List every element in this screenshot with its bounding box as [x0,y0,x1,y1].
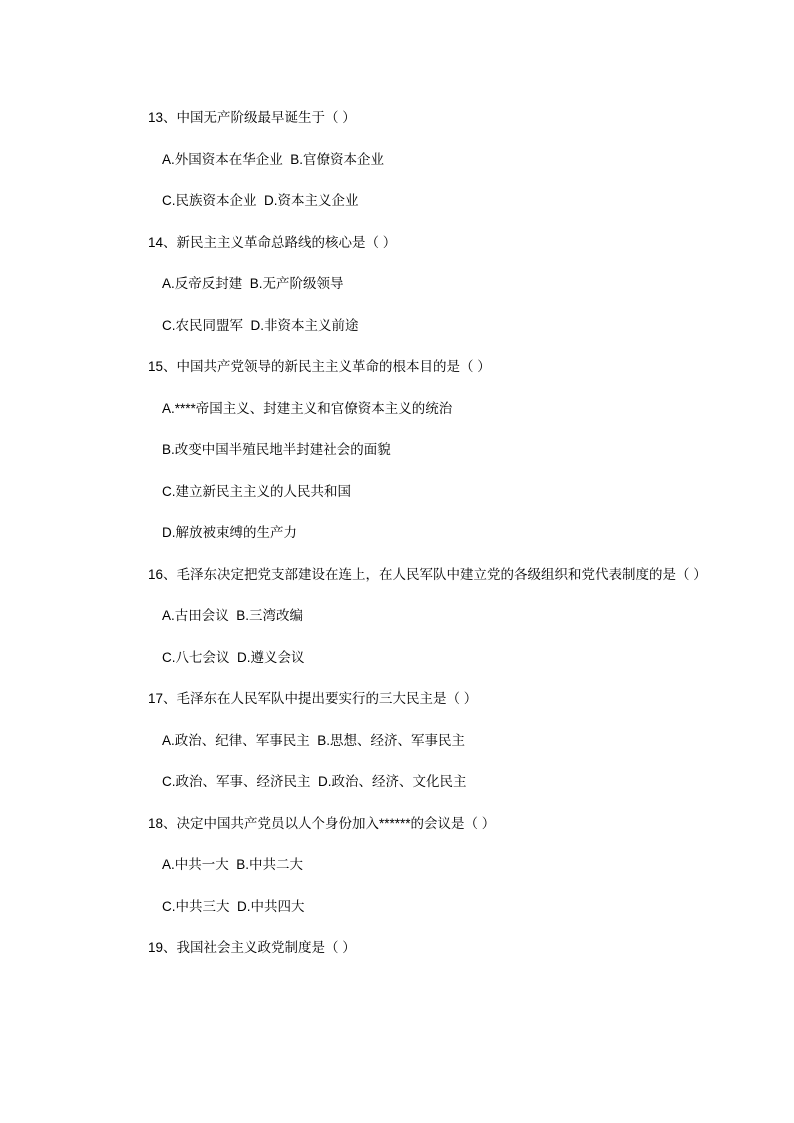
question-option-line: C.中共三大 D.中共四大 [162,898,305,914]
question-option-line: C.政治、军事、经济民主 D.政治、经济、文化民主 [162,774,467,789]
question-option-line: D.解放被束缚的生产力 [162,525,297,540]
question-option-line: A.中共一大 B.中共二大 [162,857,304,872]
question-option-line: C.八七会议 D.遵义会议 [162,649,305,665]
question-option-line: C.民族资本企业 D.资本主义企业 [162,193,359,208]
question-option-line: A.政治、纪律、军事民主 B.思想、经济、军事民主 [162,732,466,748]
question-stem: 15、中国共产党领导的新民主主义革命的根本目的是（ ） [148,359,491,374]
question-option-line: B.改变中国半殖民地半封建社会的面貌 [162,442,391,457]
question-option-line: C.农民同盟军 D.非资本主义前途 [162,317,359,333]
question-option-line: A.古田会议 B.三湾改编 [162,608,304,623]
question-block [148,233,702,336]
question-stem: 19、我国社会主义政党制度是（ ） [148,940,356,955]
question-block [148,689,702,792]
question-stem: 18、决定中国共产党员以人个身份加入******的会议是（ ） [148,815,496,831]
question-option-line: A.****帝国主义、封建主义和官僚资本主义的统治 [162,400,453,416]
question-block [148,814,702,917]
question-option-line: A.外国资本在华企业 B.官僚资本企业 [162,151,385,167]
question-stem: 13、中国无产阶级最早诞生于（ ） [148,110,356,125]
question-stem: 16、毛泽东决定把党支部建设在连上，在人民军队中建立党的各级组织和党代表制度的是（ ） [148,566,707,582]
question-stem: 14、新民主主义革命总路线的核心是（ ） [148,234,397,250]
document-body [148,108,707,958]
question-block [148,357,702,543]
question-block [148,938,702,958]
question-block [148,108,702,211]
question-option-line: C.建立新民主主义的人民共和国 [162,483,351,499]
question-option-line: A.反帝反封建 B.无产阶级领导 [162,276,344,291]
question-stem: 17、毛泽东在人民军队中提出要实行的三大民主是（ ） [148,691,478,706]
question-block [148,565,707,668]
